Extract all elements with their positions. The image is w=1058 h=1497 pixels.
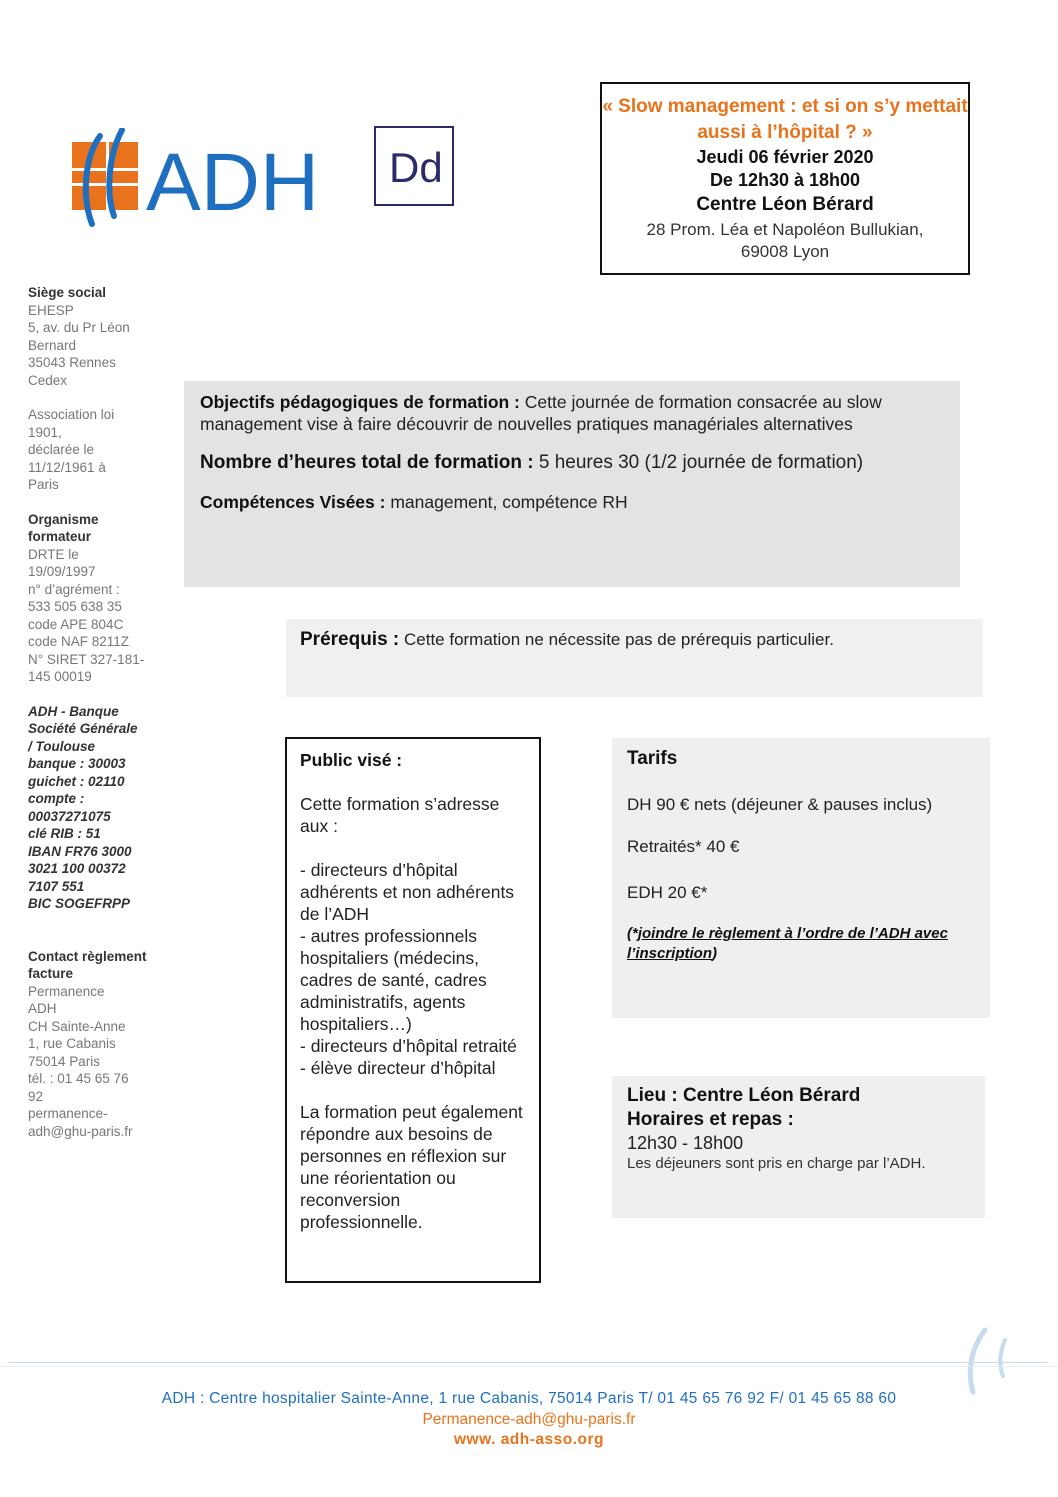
bank-line: clé RIB : 51 — [28, 826, 101, 841]
organisme-line: code APE 804C — [28, 616, 124, 632]
footer-email-link[interactable]: Permanence-adh@ghu-paris.fr — [422, 1411, 636, 1428]
bank-line: 7107 551 — [28, 878, 85, 894]
association-line: Association loi — [28, 407, 115, 422]
objectives-panel — [184, 381, 960, 587]
contact-line: CH Sainte-Anne — [28, 1018, 126, 1034]
pricing-panel — [612, 738, 990, 1018]
contact-line: 75014 Paris — [28, 1053, 101, 1069]
hours-label: Nombre d’heures total de formation : — [200, 452, 534, 473]
public-intro: Cette formation s’adresse aux : — [300, 794, 500, 836]
event-title: « Slow management : et si on s’y mettait aussi à l’hôpital ? » — [602, 96, 968, 143]
bank-line: banque : 30003 — [28, 756, 126, 771]
contact-line: 1, rue Cabanis — [28, 1036, 116, 1051]
bank-line: ADH - Banque — [28, 703, 119, 719]
event-place: Centre Léon Bérard — [696, 194, 874, 215]
price-edh: EDH 20 €* — [627, 883, 708, 902]
schedule-heading: Horaires et repas : — [627, 1109, 794, 1130]
public-item: - directeurs d’hôpital adhérents et non adhérents de l’ADH — [300, 860, 515, 924]
bank-line: Société Générale — [28, 721, 138, 736]
footer-divider — [8, 1362, 1048, 1363]
contact-email[interactable]: adh@ghu-paris.fr — [28, 1123, 133, 1139]
event-time: De 12h30 à 18h00 — [709, 170, 861, 190]
footer-website-link[interactable]: www. adh-asso.org — [453, 1431, 605, 1448]
contact-line: 92 — [28, 1088, 44, 1104]
public-item: - élève directeur d’hôpital — [300, 1058, 496, 1078]
bank-line: / Toulouse — [28, 738, 95, 754]
organisme-line: 19/09/1997 — [28, 564, 96, 579]
association-line: déclarée le — [28, 442, 95, 457]
prereq-label: Prérequis : — [300, 629, 400, 650]
siege-line: Bernard — [28, 337, 77, 353]
datadock-logo-text: Dd — [389, 144, 443, 191]
event-address-line2: 69008 Lyon — [740, 242, 830, 261]
organisme-line: code NAF 8211Z — [28, 634, 130, 649]
adh-logo-text: ADH — [146, 137, 320, 228]
organisme-line: DRTE le — [28, 546, 79, 562]
association-line: Paris — [28, 477, 59, 492]
organisme-line: 533 505 638 35 — [28, 599, 122, 614]
venue-line: Lieu : Centre Léon Bérard — [627, 1085, 861, 1106]
venue-panel — [612, 1076, 985, 1218]
public-item: - directeurs d’hôpital retraité — [300, 1036, 517, 1056]
skills-row — [200, 491, 944, 513]
footer-divider — [0, 1366, 1058, 1367]
bank-line: IBAN FR76 3000 — [28, 843, 132, 859]
bank-line: 3021 100 00372 — [28, 861, 126, 876]
payment-note: (*joindre le règlement à l’ordre de l’ADH avec l’inscription) — [627, 925, 948, 962]
tarifs-heading: Tarifs — [627, 748, 678, 769]
payment-note-underlined: joindre le règlement à l’ordre de l’ADH avec l’inscription — [627, 925, 948, 962]
hours-row — [200, 451, 944, 475]
swoosh-decoration-icon — [955, 1326, 1025, 1396]
objectives-label: Objectifs pédagogiques de formation : — [200, 392, 520, 412]
bank-line: guichet : 02110 — [28, 773, 125, 789]
sidebar-legal-info — [28, 284, 150, 1140]
bank-line: compte : — [28, 791, 85, 806]
skills-label: Compétences Visées : — [200, 492, 386, 512]
schedule-hours: 12h30 - 18h00 — [627, 1133, 744, 1153]
price-dh: DH 90 € nets (déjeuner & pauses inclus) — [627, 795, 933, 814]
footer-address: ADH : Centre hospitalier Sainte-Anne, 1 rue Cabanis, 75014 Paris T/ 01 45 65 76 92 F/ 01 45 65 88 60 — [161, 1390, 897, 1407]
siege-line: 5, av. du Pr Léon — [28, 320, 130, 335]
public-item: - autres professionnels hospitaliers (médecins, cadres de santé, cadres administratifs, agents hospitaliers…) — [300, 926, 487, 1034]
organisme-line: 145 00019 — [28, 669, 92, 684]
skills-text: management, compétence RH — [385, 492, 628, 512]
prerequisites-panel — [286, 619, 983, 697]
event-date: Jeudi 06 février 2020 — [696, 147, 874, 167]
association-line: 1901, — [28, 424, 62, 440]
hours-text: 5 heures 30 (1/2 journée de formation) — [533, 452, 864, 473]
contact-line: permanence- — [28, 1106, 108, 1121]
event-info-box — [600, 82, 970, 275]
bank-line: 00037271075 — [28, 808, 111, 824]
adh-logo — [70, 128, 350, 228]
association-line: 11/12/1961 à — [28, 459, 106, 475]
target-audience-box — [285, 737, 541, 1283]
meals-note: Les déjeuners sont pris en charge par l’ADH. — [627, 1155, 926, 1172]
siege-heading: Siège social — [28, 285, 107, 300]
siege-line: EHESP — [28, 302, 74, 318]
bank-line: BIC SOGEFRPP — [28, 896, 131, 911]
event-address-line1: 28 Prom. Léa et Napoléon Bullukian, — [646, 220, 924, 239]
organisme-line: N° SIRET 327-181- — [28, 651, 145, 667]
prereq-text: Cette formation ne nécessite pas de prérequis particulier. — [399, 630, 834, 649]
contact-line: tél. : 01 45 65 76 — [28, 1071, 129, 1086]
objectives-row — [200, 391, 944, 435]
contact-line: Permanence — [28, 983, 105, 999]
organisme-heading: Organisme formateur — [28, 511, 99, 544]
siege-line: Cedex — [28, 372, 68, 388]
public-heading: Public visé : — [300, 750, 403, 770]
price-retraites: Retraités* 40 € — [627, 837, 740, 856]
datadock-logo — [374, 126, 454, 206]
contact-heading: Contact règlement facture — [28, 948, 147, 981]
public-closing: La formation peut également répondre aux besoins de personnes en réflexion sur une réorientation ou reconversion professionnelle. — [300, 1102, 523, 1232]
contact-line: ADH — [28, 1001, 57, 1016]
objectives-text: Cette journée de formation consacrée au slow management vise à faire découvrir de nouvelles pratiques managériales alternatives — [200, 392, 882, 434]
organisme-line: n° d’agrément : — [28, 581, 120, 597]
siege-line: 35043 Rennes — [28, 355, 116, 370]
